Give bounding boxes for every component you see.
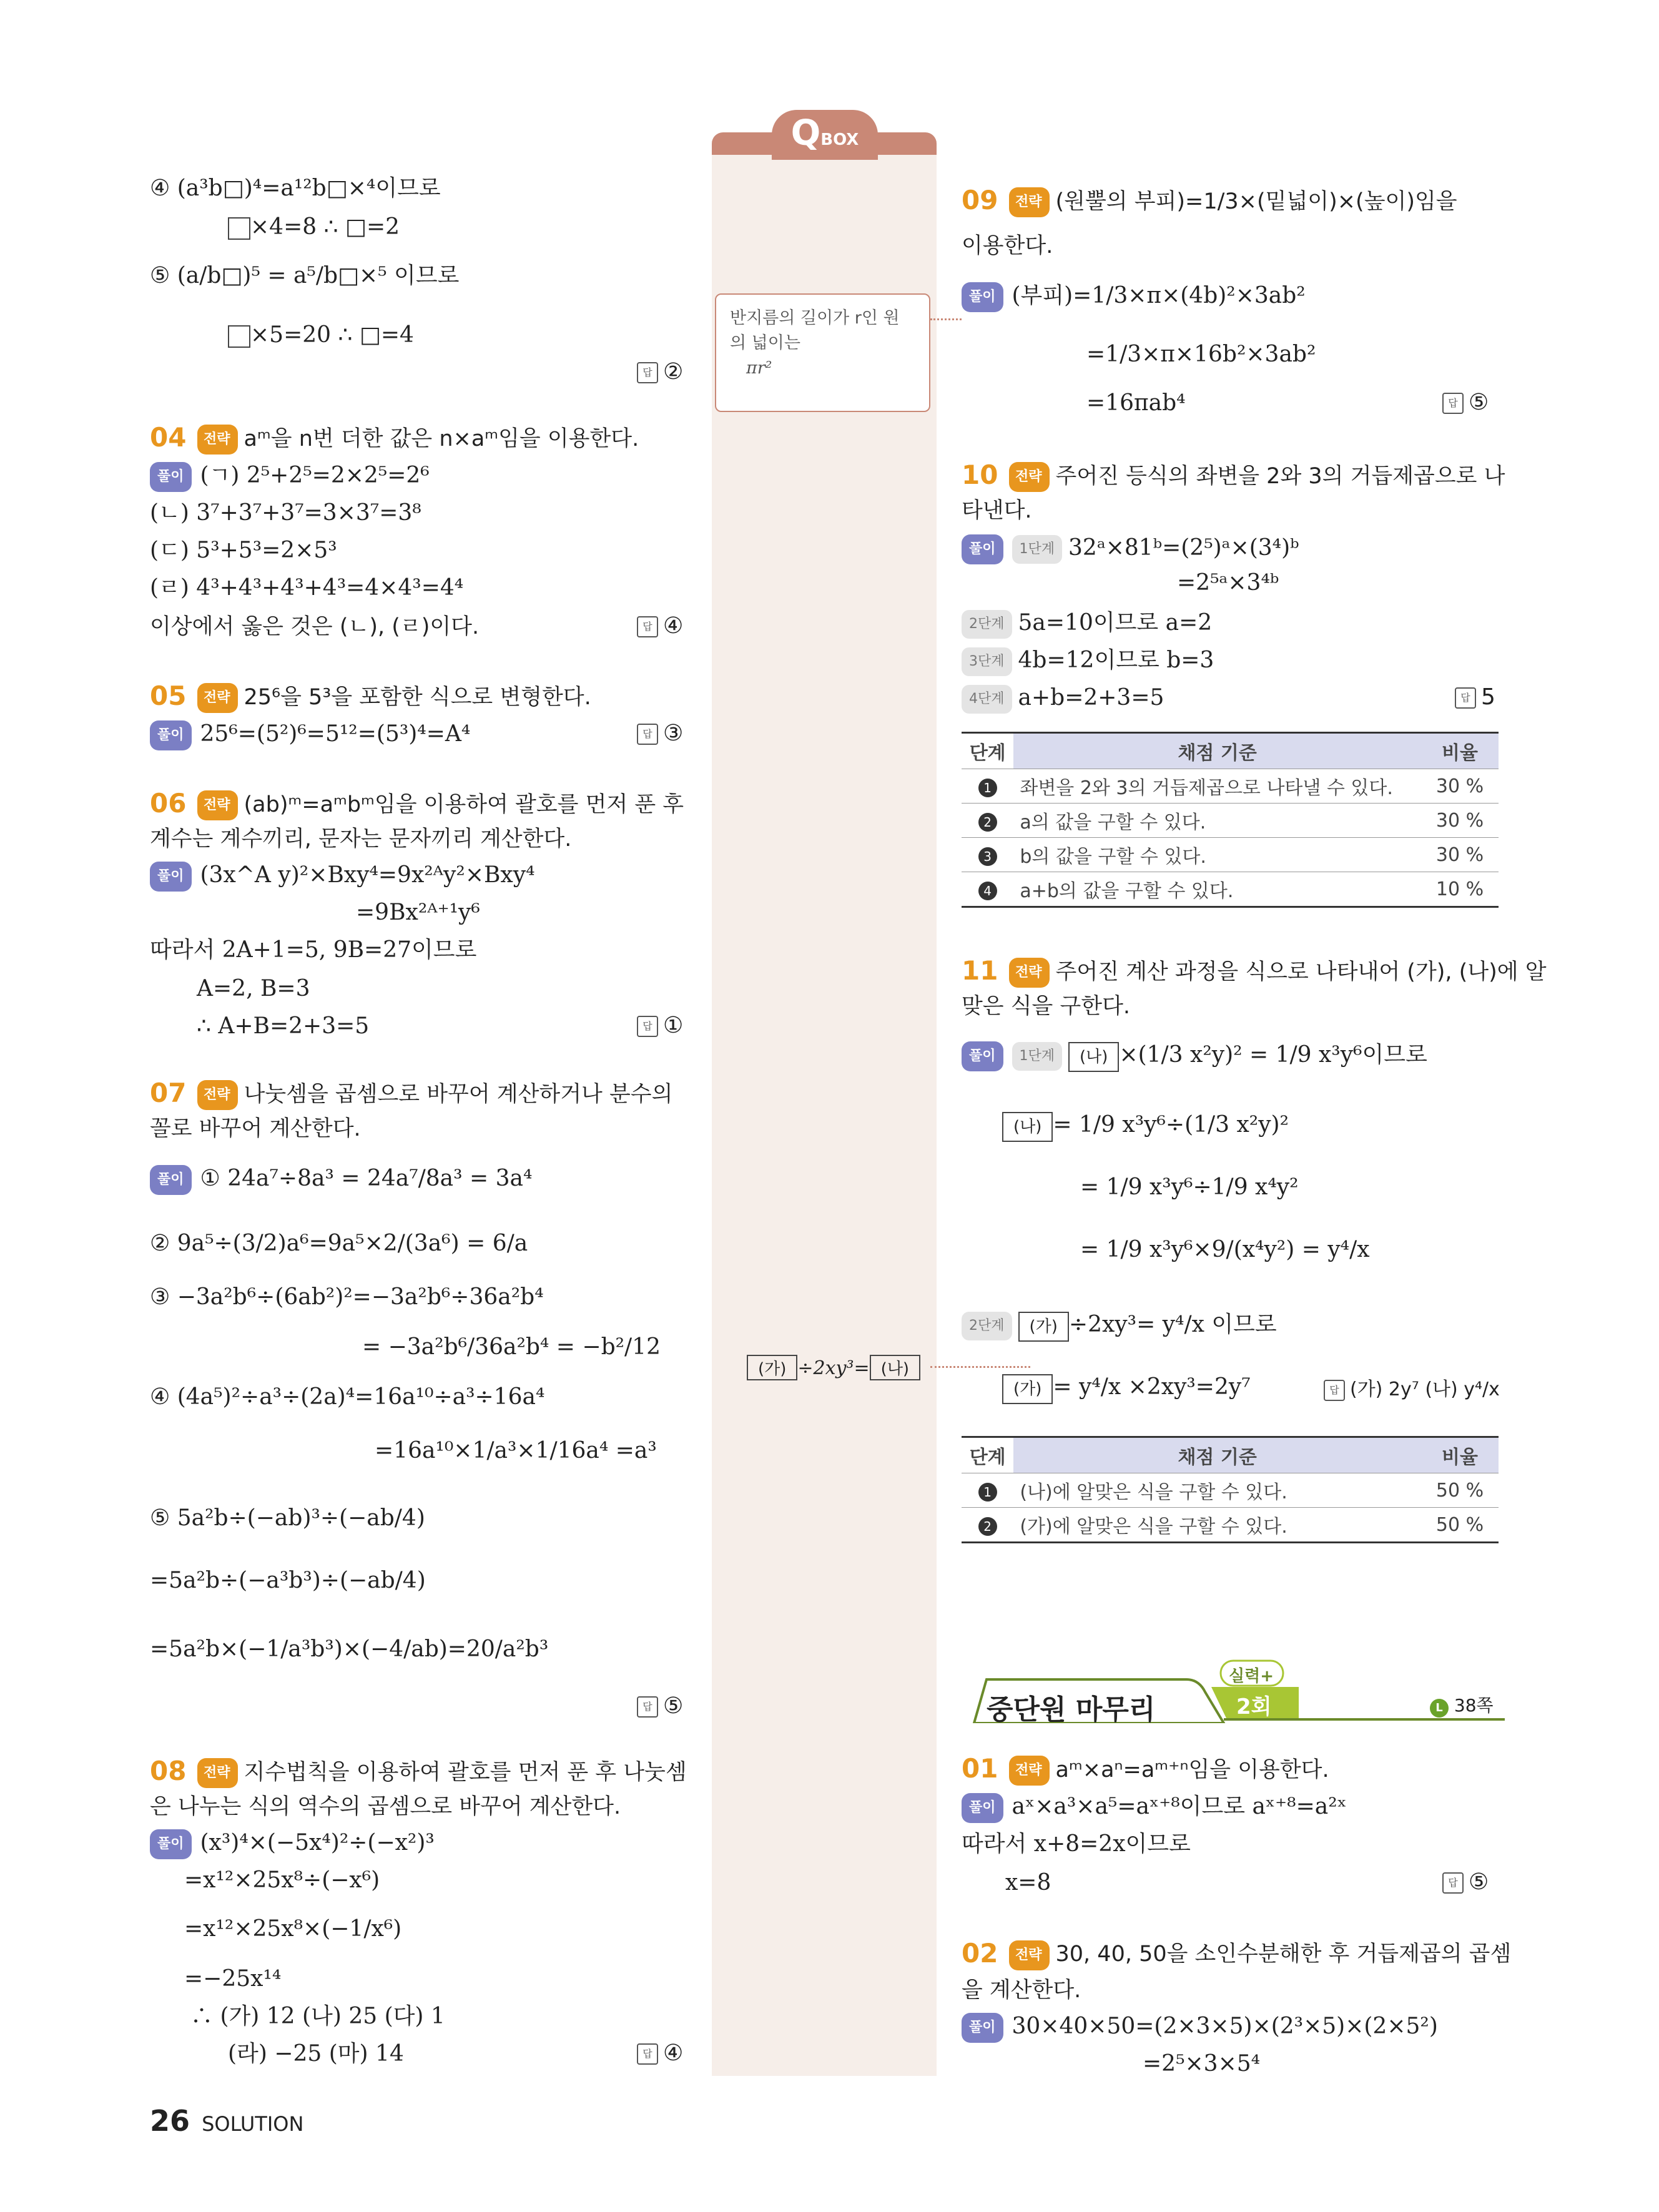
step-circle: 2: [978, 1517, 997, 1536]
solution-line: 25⁶=(5²)⁶=5¹²=(5³)⁴=A⁴: [200, 721, 471, 747]
table-cell: a+b의 값을 구할 수 있다.: [1013, 872, 1421, 907]
solution-line: ∴ A+B=2+3=5: [197, 1013, 370, 1039]
solution-line: x=8: [1005, 1870, 1051, 1895]
step-label: 2단계: [962, 1312, 1012, 1340]
strategy-text: 이용한다.: [962, 233, 1053, 258]
table-cell: b의 값을 구할 수 있다.: [1013, 838, 1421, 872]
step-circle: 1: [978, 779, 997, 797]
solution-line: ④ (a³b□)⁴=a¹²b□×⁴이므로: [150, 175, 441, 201]
solution-line: = y⁴/x ×2xy³=2y⁷: [1053, 1374, 1251, 1400]
solution-line: 5a=10이므로 a=2: [1018, 610, 1213, 636]
solution-line: A=2, B=3: [197, 976, 310, 1001]
qbox-note: [715, 293, 930, 412]
step-label: 4단계: [962, 685, 1012, 714]
strategy-text: 지수법칙을 이용하여 괄호를 먼저 푼 후 나눗셈: [244, 1760, 687, 1785]
strategy-text: 은 나누는 식의 역수의 곱셈으로 바꾸어 계산한다.: [150, 1794, 621, 1819]
strategy-tag: 전략: [197, 1080, 238, 1110]
solution-tag: 풀이: [962, 534, 1003, 564]
strategy-tag: 전략: [197, 683, 238, 713]
strategy-text: (ab)ᵐ=aᵐbᵐ임을 이용하여 괄호를 먼저 푼 후: [244, 792, 684, 817]
step-circle: 2: [978, 813, 997, 832]
solution-line: (ㄹ) 4³+4³+4³+4³=4×4³=4⁴: [150, 575, 464, 601]
strategy-tag: 전략: [197, 1758, 238, 1788]
solution-line: ×(1/3 x²y)² = 1/9 x³y⁶이므로: [1119, 1042, 1427, 1068]
step-circle: 1: [978, 1483, 997, 1502]
strategy-text: 나눗셈을 곱셈으로 바꾸어 계산하거나 분수의: [244, 1082, 673, 1107]
solution-line: ② 9a⁵÷(3/2)a⁶=9a⁵×2/(3a⁶) = 6/a: [150, 1231, 528, 1256]
solution-line: (부피)=1/3×π×(4b)²×3ab²: [1012, 283, 1306, 308]
table-row: [962, 1508, 1499, 1543]
table-row: [962, 804, 1499, 838]
conclusion: 이상에서 옳은 것은 (ㄴ), (ㄹ)이다.: [150, 614, 480, 639]
table-cell: a의 값을 구할 수 있다.: [1013, 804, 1421, 838]
solution-line: ④ (4a⁵)²÷a³÷(2a)⁴=16a¹⁰÷a³÷16a⁴: [150, 1384, 545, 1410]
table-row: [962, 838, 1499, 872]
solution-line: ① 24a⁷÷8a³ = 24a⁷/8a³ = 3a⁴: [200, 1166, 533, 1191]
answer-icon: 답: [1324, 1380, 1345, 1401]
problem-number: 04: [150, 422, 187, 453]
strategy-text: 주어진 계산 과정을 식으로 나타내어 (가), (나)에 알: [1055, 960, 1547, 985]
strategy-tag: 전략: [1009, 187, 1050, 217]
step-circle: 3: [978, 847, 997, 866]
problem-number: 09: [962, 185, 998, 215]
strategy-text: 계수는 계수끼리, 문자는 문자끼리 계산한다.: [150, 827, 572, 852]
solution-line: =5a²b×(−1/a³b³)×(−4/ab)=20/a²b³: [150, 1636, 549, 1662]
strategy-tag: 전략: [1009, 1940, 1050, 1970]
table-header: 채점 기준: [1013, 1437, 1421, 1473]
solution-line: = 1/9 x³y⁶÷(1/3 x²y)²: [1053, 1112, 1289, 1138]
strategy-tag: 전략: [197, 425, 238, 455]
answer-value: 5: [1481, 684, 1495, 710]
solution-line: 4b=12이므로 b=3: [1018, 647, 1214, 673]
solution-line: (x³)⁴×(−5x⁴)²÷(−x²)³: [200, 1830, 435, 1856]
solution-line: =16a¹⁰×1/a³×1/16a⁴ =a³: [375, 1438, 657, 1463]
solution-tag: 풀이: [962, 2013, 1003, 2043]
strategy-tag: 전략: [197, 790, 238, 820]
table-cell: 좌변을 2와 3의 거듭제곱으로 나타낼 수 있다.: [1013, 769, 1421, 804]
page-ref: 38쪽: [1454, 1695, 1494, 1716]
solution-line: (ㄷ) 5³+5³=2×5³: [150, 538, 337, 563]
step-label: 1단계: [1012, 1042, 1063, 1071]
solution-line: ⑤ 5a²b÷(−ab)³÷(−ab/4): [150, 1505, 425, 1531]
solution-line: (라) −25 (마) 14: [228, 2041, 404, 2067]
answer-icon: 답: [637, 1696, 658, 1718]
step-label: 3단계: [962, 647, 1012, 676]
note2-mid: ÷2xy³=: [797, 1357, 870, 1379]
section-banner: [949, 1654, 1505, 1726]
answer-value: ④: [663, 2040, 684, 2066]
strategy-text: 을 계산한다.: [962, 1978, 1081, 2003]
answer-value: ⑤: [1469, 1869, 1489, 1895]
strategy-text: 주어진 등식의 좌변을 2와 3의 거듭제곱으로 나: [1055, 464, 1505, 489]
blank-box: [228, 217, 250, 240]
problem-number: 06: [150, 788, 187, 818]
problem-number: 01: [962, 1753, 998, 1784]
problem-number: 08: [150, 1756, 187, 1786]
solution-line: =5a²b÷(−a³b³)÷(−ab/4): [150, 1568, 426, 1593]
table-header: 비율: [1421, 1437, 1499, 1473]
qbox-strip: [712, 140, 937, 2076]
strategy-text: 30, 40, 50을 소인수분해한 후 거듭제곱의 곱셈: [1055, 1942, 1512, 1967]
problem-number: 11: [962, 955, 998, 986]
solution-tag: 풀이: [150, 462, 192, 492]
solution-tag: 풀이: [150, 1829, 192, 1859]
solution-line: ×5=20 ∴ □=4: [250, 322, 414, 348]
solution-line: (ㄴ) 3⁷+3⁷+3⁷=3×3⁷=3⁸: [150, 500, 421, 526]
strategy-tag: 전략: [1009, 462, 1050, 492]
solution-line: =1/3×π×16b²×3ab²: [1086, 342, 1316, 367]
problem-number: 10: [962, 460, 998, 490]
solution-line: (ㄱ) 2⁵+2⁵=2×2⁵=2⁶: [200, 463, 430, 488]
strategy-text: 타낸다.: [962, 498, 1032, 523]
table-row: [962, 1473, 1499, 1508]
solution-line: 32ᵃ×81ᵇ=(2⁵)ᵃ×(3⁴)ᵇ: [1068, 535, 1299, 561]
answer-icon: 답: [637, 2043, 658, 2065]
note-line: 의 넓이는: [730, 333, 800, 353]
solution-line: =2⁵ᵃ×3⁴ᵇ: [1177, 570, 1279, 596]
page-number: 26: [150, 2104, 190, 2138]
answer-value: ④: [663, 613, 684, 639]
answer-value: ⑤: [1469, 390, 1489, 415]
step-circle: 4: [978, 882, 997, 900]
table-row: [962, 769, 1499, 804]
box-ga: (가): [1018, 1312, 1069, 1342]
solution-line: =2⁵×3×5⁴: [1143, 2051, 1261, 2077]
table-header: 단계: [962, 733, 1013, 769]
answer-icon: 답: [637, 616, 658, 637]
strategy-text: 25⁶을 5³을 포함한 식으로 변형한다.: [244, 685, 591, 710]
problem-number: 07: [150, 1078, 187, 1108]
solution-line: a+b=2+3=5: [1018, 685, 1164, 710]
strategy-tag: 전략: [1009, 1756, 1050, 1786]
qbox-note-2: [747, 1355, 920, 1380]
answer-value: ②: [663, 359, 684, 385]
table-cell: 50 %: [1421, 1508, 1499, 1543]
answer-value: (가) 2y⁷ (나) y⁴/x: [1350, 1379, 1500, 1400]
solution-line: ∴ (가) 12 (나) 25 (다) 1: [190, 2003, 445, 2029]
solution-line: = 1/9 x³y⁶÷1/9 x⁴y²: [1080, 1174, 1299, 1200]
solution-line: aˣ×a³×a⁵=aˣ⁺⁸이므로 aˣ⁺⁸=a²ˣ: [1012, 1794, 1347, 1819]
solution-tag: 풀이: [150, 862, 192, 892]
solution-tag: 풀이: [962, 282, 1003, 312]
table-cell: 50 %: [1421, 1473, 1499, 1508]
solution-line: 따라서 2A+1=5, 9B=27이므로: [150, 937, 477, 963]
solution-line: = −3a²b⁶/36a²b⁴ = −b²/12: [362, 1334, 661, 1360]
answer-value: ③: [663, 720, 684, 746]
solution-line: =−25x¹⁴: [184, 1966, 282, 1992]
banner-level: 실력+: [1229, 1667, 1274, 1686]
table-header: 채점 기준: [1013, 733, 1421, 769]
strategy-text: 맞은 식을 구한다.: [962, 994, 1131, 1019]
table-cell: 30 %: [1421, 804, 1499, 838]
answer-icon: 답: [637, 362, 658, 383]
strategy-text: aᵐ을 n번 더한 값은 n×aᵐ임을 이용한다.: [244, 426, 639, 451]
box-na: (나): [1068, 1042, 1119, 1072]
problem-number: 05: [150, 681, 187, 711]
solution-line: =16πab⁴: [1086, 390, 1186, 416]
strategy-text: 꼴로 바꾸어 계산한다.: [150, 1116, 361, 1141]
strategy-tag: 전략: [1009, 958, 1050, 988]
strategy-text: (원뿔의 부피)=1/3×(밑넓이)×(높이)임을: [1055, 189, 1457, 214]
table-row: [962, 872, 1499, 907]
solution-tag: 풀이: [962, 1793, 1003, 1823]
banner-round: 2회: [1236, 1694, 1272, 1719]
solution-line: =9Bx²ᴬ⁺¹y⁶: [356, 900, 480, 925]
step-label: 2단계: [962, 610, 1012, 639]
step-label: 1단계: [1012, 535, 1063, 564]
page-footer: [150, 2104, 303, 2138]
problem-number: 02: [962, 1938, 998, 1969]
box-ga: (가): [1002, 1374, 1053, 1404]
solution-line: ⑤ (a/b□)⁵ = a⁵/b□×⁵ 이므로: [150, 263, 460, 288]
strategy-text: aᵐ×aⁿ=aᵐ⁺ⁿ임을 이용한다.: [1055, 1757, 1329, 1782]
answer-icon: 답: [1442, 393, 1464, 414]
answer-icon: 답: [1455, 687, 1476, 709]
box-na: (나): [870, 1355, 920, 1380]
box-na: (나): [1002, 1112, 1053, 1142]
lesson-icon: L: [1430, 1699, 1449, 1718]
table-header: 비율: [1421, 733, 1499, 769]
scoring-table: [962, 1436, 1499, 1543]
qbox-logo: [772, 110, 878, 160]
qbox-logo-box: BOX: [820, 130, 859, 149]
answer-icon: 답: [637, 724, 658, 745]
table-cell: (가)에 알맞은 식을 구할 수 있다.: [1013, 1508, 1421, 1543]
solution-tag: 풀이: [962, 1041, 1003, 1071]
answer-value: ⑤: [663, 1693, 684, 1719]
table-cell: (나)에 알맞은 식을 구할 수 있다.: [1013, 1473, 1421, 1508]
note-line: πr²: [746, 358, 772, 378]
banner-title: 중단원 마무리: [987, 1694, 1156, 1726]
solution-line: ③ −3a²b⁶÷(6ab²)²=−3a²b⁶÷36a²b⁴: [150, 1284, 544, 1310]
answer-value: ①: [663, 1013, 684, 1038]
answer-icon: 답: [1442, 1872, 1464, 1894]
solution-line: =x¹²×25x⁸×(−1/x⁶): [184, 1916, 402, 1942]
solution-tag: 풀이: [150, 720, 192, 750]
table-cell: 10 %: [1421, 872, 1499, 907]
table-cell: 30 %: [1421, 769, 1499, 804]
solution-line: = 1/9 x³y⁶×9/(x⁴y²) = y⁴/x: [1080, 1237, 1370, 1262]
solution-line: =x¹²×25x⁸÷(−x⁶): [184, 1867, 380, 1893]
solution-line: (3x^A y)²×Bxy⁴=9x²ᴬy²×Bxy⁴: [200, 862, 535, 888]
qbox-logo-q: Q: [790, 113, 821, 154]
table-cell: 30 %: [1421, 838, 1499, 872]
answer-icon: 답: [637, 1016, 658, 1037]
solution-line: ×4=8 ∴ □=2: [250, 214, 400, 240]
scoring-table: [962, 732, 1499, 908]
footer-label: SOLUTION: [202, 2112, 304, 2136]
solution-line: ÷2xy³= y⁴/x 이므로: [1068, 1312, 1277, 1337]
note-line: 반지름의 길이가 r인 원: [730, 308, 900, 328]
solution-line: 30×40×50=(2×3×5)×(2³×5)×(2×5²): [1012, 2013, 1438, 2039]
solution-line: 따라서 x+8=2x이므로: [962, 1831, 1191, 1857]
table-header: 단계: [962, 1437, 1013, 1473]
box-ga: (가): [747, 1355, 797, 1380]
blank-box: [228, 325, 250, 348]
solution-tag: 풀이: [150, 1165, 192, 1195]
